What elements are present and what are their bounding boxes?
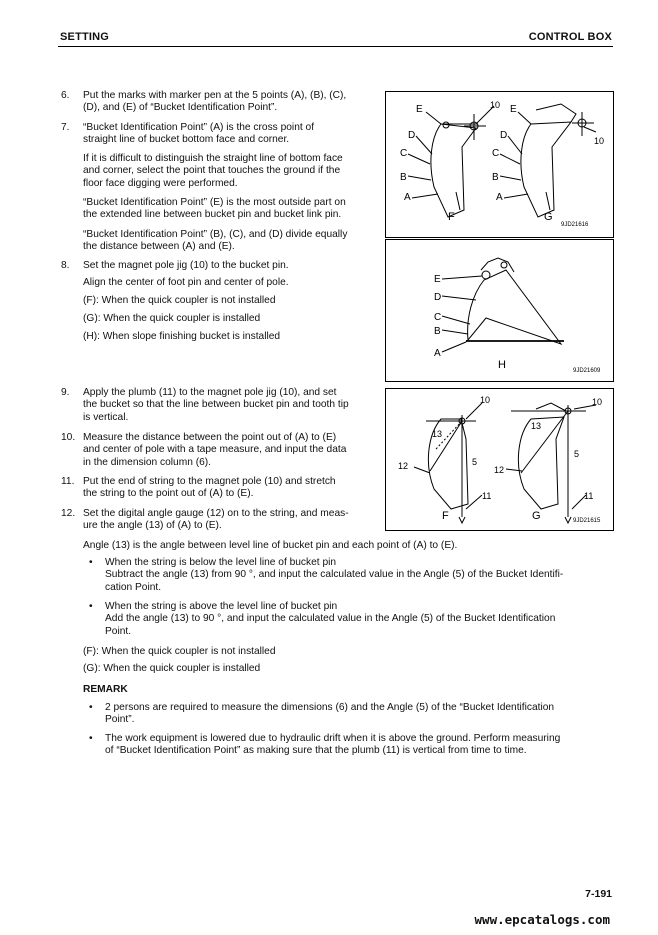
bullet-text: When the string is below the level line of bucket pin Subtract the angle (13) from 90 °, and input the calculated value in the Angle (5) of the Bucket Identifi- cation Point.	[105, 557, 564, 593]
figure-bucket-points-fg	[385, 91, 614, 238]
step-text: Apply the plumb (11) to the magnet pole jig (10), and set the bucket so that the line between bucket pin and tooth tip is vertical.	[83, 387, 349, 423]
callout-label: 11	[482, 491, 492, 501]
angle-text: Angle (13) is the angle between level line of bucket pin and each point of (A) to (E).	[83, 540, 458, 551]
bullet-dot: •	[89, 601, 93, 612]
step-text: Set the digital angle gauge (12) on to the string, and meas- ure the angle (13) of (A) to (E).	[83, 508, 349, 532]
step-number: 10.	[61, 432, 76, 443]
callout-label: 10	[592, 397, 603, 407]
point-label: D	[500, 130, 508, 141]
step-number: 7.	[61, 122, 70, 133]
figure-code: 9JD21615	[573, 518, 601, 524]
step-text: “Bucket Identification Point” (A) is the cross point of straight line of bucket bottom face and corner.	[83, 122, 315, 146]
step-text: “Bucket Identification Point” (B), (C), and (D) divide equally the distance between (A) and (E).	[83, 229, 348, 253]
point-label: B	[492, 172, 499, 183]
callout-label: 11	[584, 491, 594, 501]
point-label: C	[400, 148, 408, 159]
figure-label: G	[532, 510, 541, 522]
remark-text: 2 persons are required to measure the dimensions (6) and the Angle (5) of the “Bucket Identification Point”.	[105, 702, 555, 726]
header-right: CONTROL BOX	[528, 31, 612, 43]
callout-label: 5	[472, 457, 478, 467]
step-number: 9.	[61, 387, 70, 398]
step-text: (G): When the quick coupler is installed	[83, 313, 261, 324]
step-text: Put the end of string to the magnet pole (10) and stretch the string to the point out of (A) to (E).	[83, 476, 336, 500]
bullet-dot: •	[89, 702, 93, 713]
point-label: A	[434, 348, 441, 359]
step-text: If it is difficult to distinguish the straight line of bottom face and corner, select the point that touches the ground if the floor face digging were performed.	[83, 153, 343, 189]
figure-code: 9JD21609	[573, 368, 601, 374]
point-label: E	[434, 274, 441, 285]
remark-title: REMARK	[83, 684, 128, 695]
point-label: B	[434, 326, 441, 337]
point-label: C	[434, 312, 442, 323]
step-number: 12.	[61, 508, 76, 519]
step-number: 8.	[61, 260, 70, 271]
step-text: Set the magnet pole jig (10) to the bucket pin.	[83, 260, 289, 271]
point-label: E	[510, 104, 517, 115]
header-rule	[58, 46, 613, 47]
step-text: (H): When slope finishing bucket is installed	[83, 331, 281, 342]
step-text: Put the marks with marker pen at the 5 points (A), (B), (C), (D), and (E) of “Bucket Identification Point”.	[83, 90, 347, 114]
point-label: D	[434, 292, 442, 303]
callout-label: 10	[490, 100, 501, 110]
callout-label: 10	[594, 136, 605, 146]
step-text: “Bucket Identification Point” (E) is the most outside part on the extended line between bucket pin and bucket link pin.	[83, 197, 346, 221]
callout-label: 12	[494, 465, 505, 475]
figure-label: F	[442, 510, 449, 522]
point-label: A	[496, 192, 503, 203]
point-label: A	[404, 192, 411, 203]
bullet-dot: •	[89, 733, 93, 744]
figure-plumb-angle	[385, 388, 614, 531]
callout-label: 13	[531, 421, 542, 431]
step-text: Align the center of foot pin and center of pole.	[83, 277, 289, 288]
figure-label: H	[498, 359, 506, 371]
point-label: B	[400, 172, 407, 183]
header-left: SETTING	[60, 31, 110, 43]
point-label: C	[492, 148, 500, 159]
figure-code: 9JD21616	[561, 222, 589, 228]
figure-label: F	[448, 211, 455, 223]
page-number: 7-191	[585, 888, 612, 900]
figure-label: G	[544, 211, 553, 223]
step-number: 6.	[61, 90, 70, 101]
figure-bucket-points-h	[385, 239, 614, 382]
callout-label: 12	[398, 461, 409, 471]
step-text: Measure the distance between the point out of (A) to (E) and center of pole with a tape measure, and input the data in the dimension column (6).	[83, 432, 347, 468]
step-number: 11.	[61, 476, 75, 487]
callout-label: 13	[432, 429, 443, 439]
condition-text: (G): When the quick coupler is installed	[83, 663, 261, 674]
point-label: E	[416, 104, 423, 115]
remark-text: The work equipment is lowered due to hydraulic drift when it is above the ground. Perform measuring of “Bucket Identification Point” as making sure that the plumb (11) is vertical from time to time.	[105, 733, 561, 757]
point-label: D	[408, 130, 416, 141]
watermark-link[interactable]: www.epcatalogs.com	[474, 912, 610, 927]
step-text: (F): When the quick coupler is not installed	[83, 295, 276, 306]
callout-label: 5	[574, 449, 580, 459]
condition-text: (F): When the quick coupler is not installed	[83, 646, 276, 657]
bullet-dot: •	[89, 557, 93, 568]
bullet-text: When the string is above the level line of bucket pin Add the angle (13) to 90 °, and input the calculated value in the Angle (5) of the Bucket Identification Point.	[105, 601, 556, 637]
callout-label: 10	[480, 395, 491, 405]
